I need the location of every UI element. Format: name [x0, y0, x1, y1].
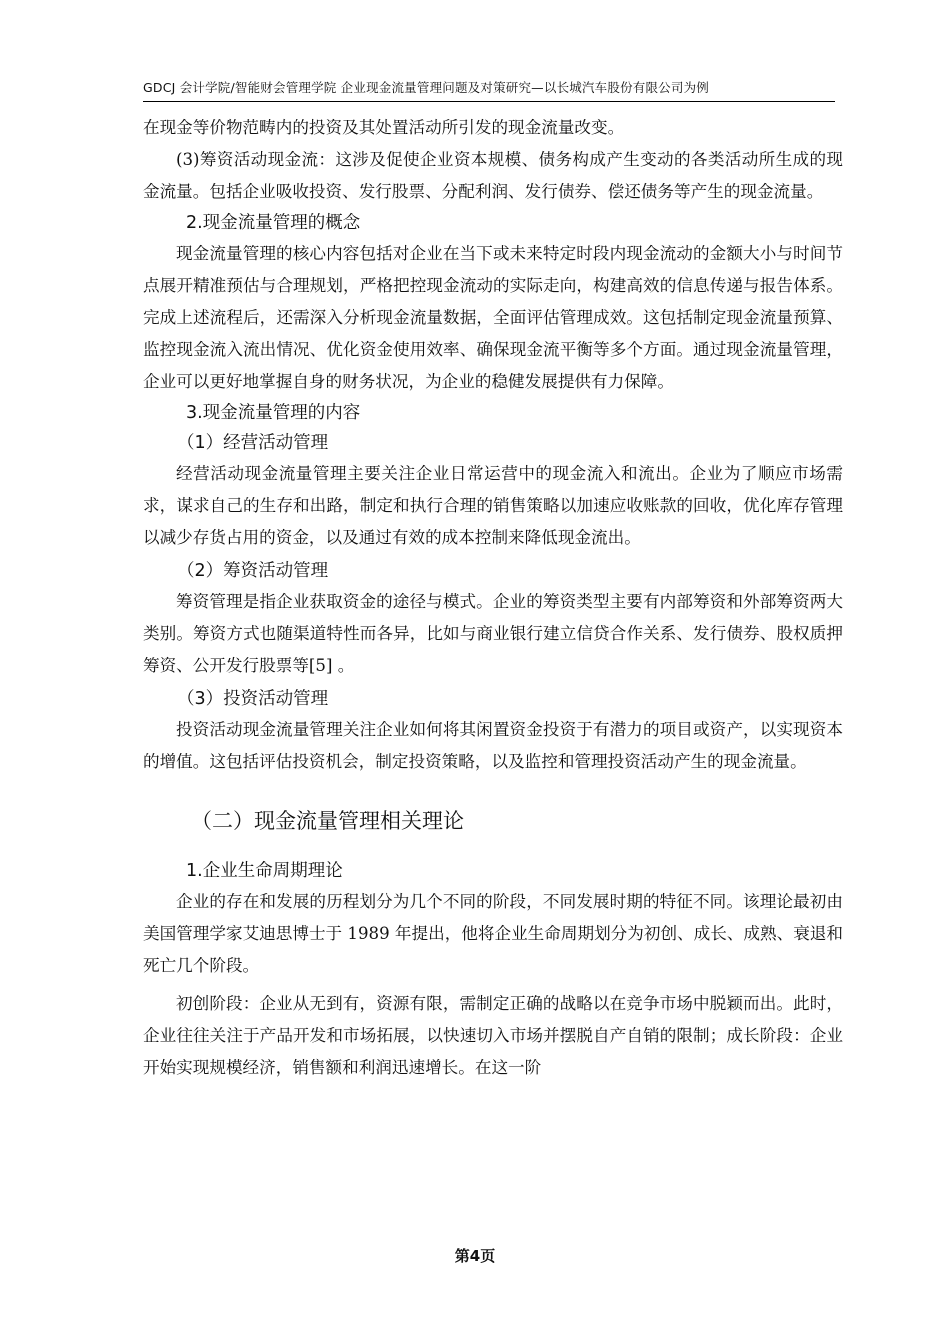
paragraph: (3)筹资活动现金流：这涉及促使企业资本规模、债务构成产生变动的各类活动所生成的现金流量。包括企业吸收投资、发行股票、分配利润、发行债券、偿还债务等产生的现金流量。	[143, 150, 843, 201]
running-header: GDCJ 会计学院/智能财会管理学院 企业现金流量管理问题及对策研究—以长城汽车股份有限公司为例	[143, 80, 709, 95]
paragraph: 在现金等价物范畴内的投资及其处置活动所引发的现金流量改变。	[143, 118, 625, 137]
paragraph: 经营活动现金流量管理主要关注企业日常运营中的现金流入和流出。企业为了顺应市场需求，谋求自己的生存和出路，制定和执行合理的销售策略以加速应收账款的回收，优化库存管理以减少存货占用的资金，以及通过有效的成本控制来降低现金流出。	[143, 464, 843, 547]
subheading-cash-flow-management-concept: 2.现金流量管理的概念	[186, 213, 361, 233]
paragraph: 初创阶段：企业从无到有，资源有限，需制定正确的战略以在竞争市场中脱颖而出。此时，企业往往关注于产品开发和市场拓展，以快速切入市场并摆脱自产自销的限制；成长阶段：企业开始实现规模经济，销售额和利润迅速增长。在这一阶	[143, 994, 843, 1077]
paragraph: 筹资管理是指企业获取资金的途径与模式。企业的筹资类型主要有内部筹资和外部筹资两大类别。筹资方式也随渠道特性而各异，比如与商业银行建立信贷合作关系、发行债券、股权质押筹资、公开发行股票等[5] 。	[143, 592, 843, 675]
paragraph: 现金流量管理的核心内容包括对企业在当下或未来特定时段内现金流动的金额大小与时间节点展开精准预估与合理规划，严格把控现金流动的实际走向，构建高效的信息传递与报告体系。完成上述流程后，还需深入分析现金流量数据，全面评估管理成效。这包括制定现金流量预算、监控现金流入流出情况、优化资金使用效率、确保现金流平衡等多个方面。通过现金流量管理，企业可以更好地掌握自身的财务状况，为企业的稳健发展提供有力保障。	[143, 244, 843, 391]
subheading-life-cycle-theory: 1.企业生命周期理论	[186, 861, 343, 881]
subheading-operating-activities: （1）经营活动管理	[177, 433, 329, 453]
subheading-cash-flow-management-content: 3.现金流量管理的内容	[186, 403, 361, 423]
subheading-financing-activities: （2）筹资活动管理	[177, 561, 329, 581]
paragraph: 投资活动现金流量管理关注企业如何将其闲置资金投资于有潜力的项目或资产，以实现资本的增值。这包括评估投资机会，制定投资策略，以及监控和管理投资活动产生的现金流量。	[143, 720, 843, 771]
header-divider	[143, 101, 835, 102]
section-heading: （二）现金流量管理相关理论	[191, 809, 464, 833]
page-body	[143, 112, 843, 1084]
paragraph: 企业的存在和发展的历程划分为几个不同的阶段，不同发展时期的特征不同。该理论最初由美国管理学家艾迪思博士于 1989 年提出，他将企业生命周期划分为初创、成长、成熟、衰退和死亡几个阶段。	[143, 892, 843, 975]
subheading-investing-activities: （3）投资活动管理	[177, 689, 329, 709]
page-number: 第4页	[454, 1247, 496, 1265]
